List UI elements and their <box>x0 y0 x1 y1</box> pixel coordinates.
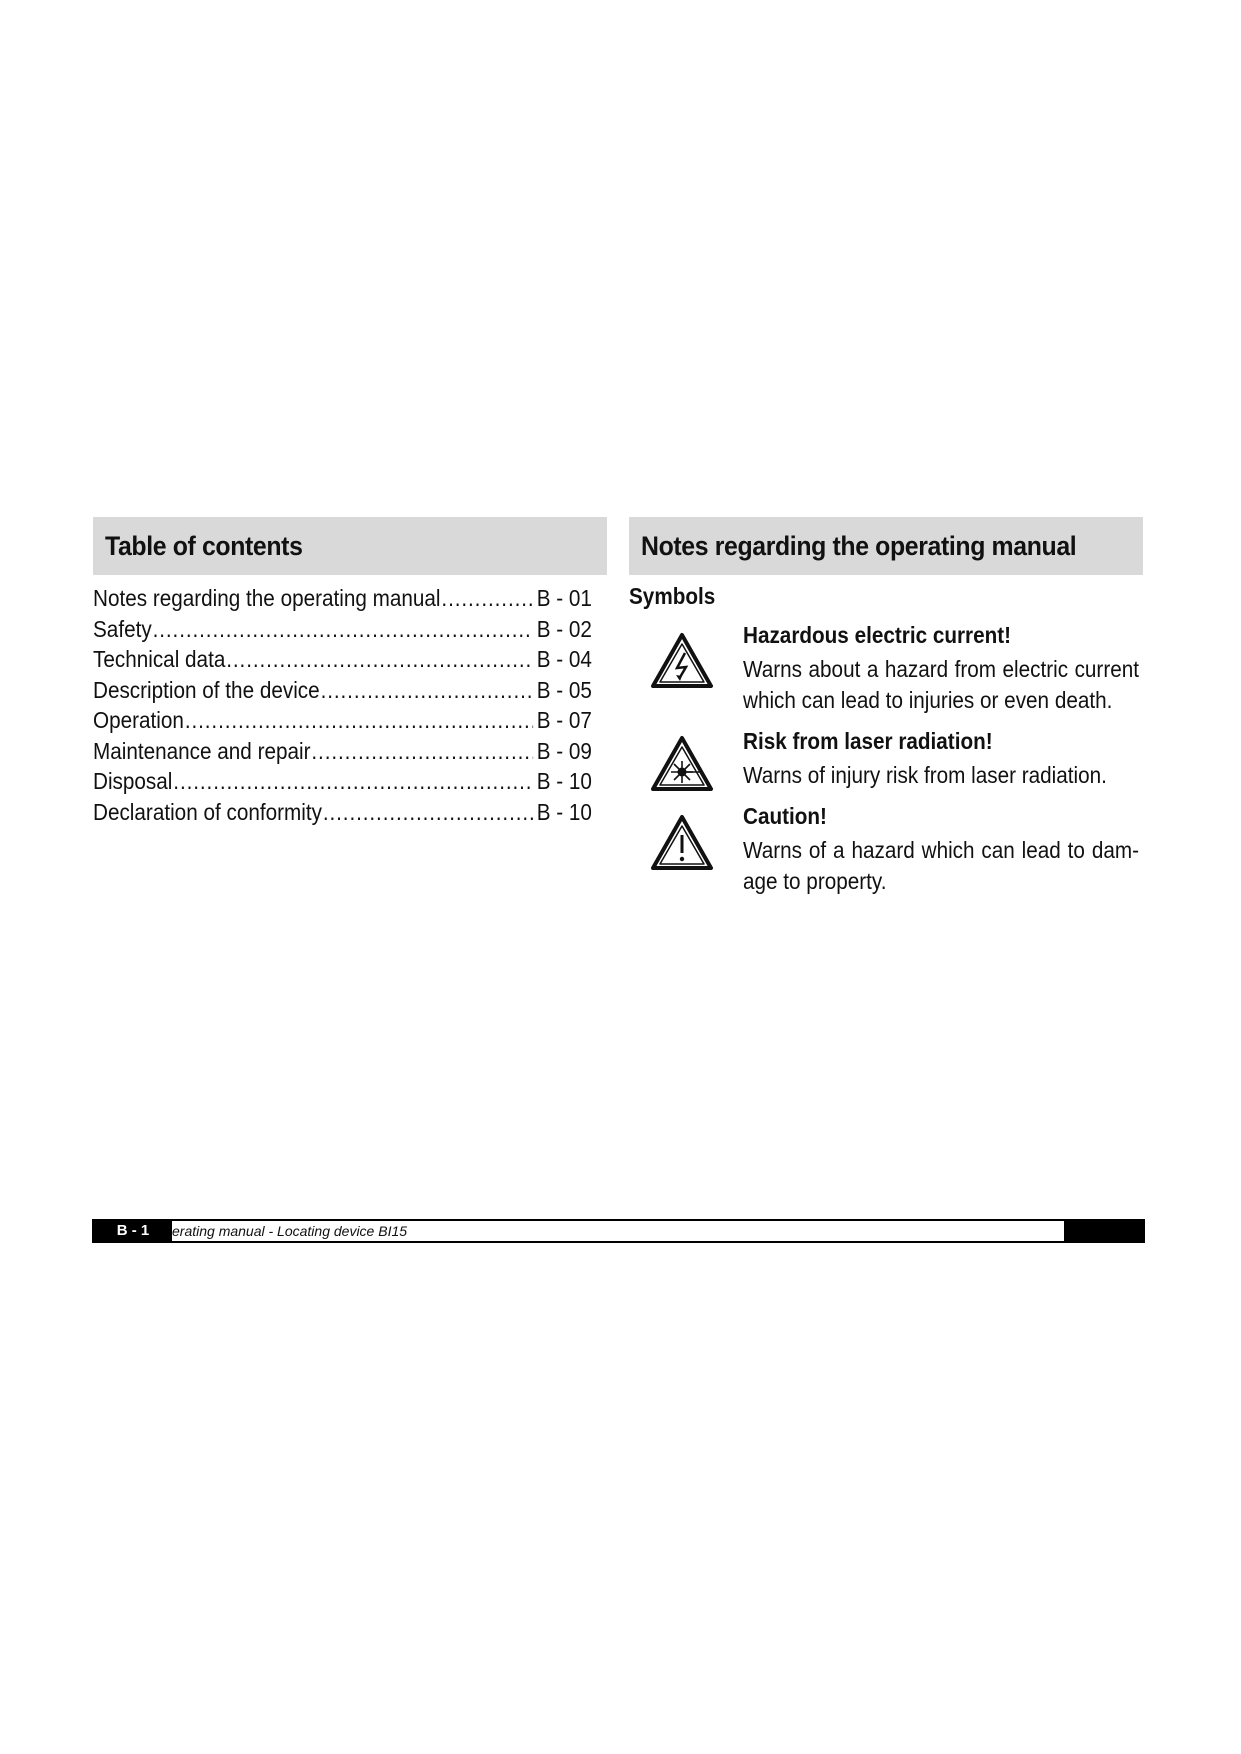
toc-entry-page: B - 09 <box>536 737 592 764</box>
toc-entry[interactable] <box>93 646 593 677</box>
toc-entry-title: Declaration of conformity <box>93 798 322 825</box>
toc-leader-dots <box>185 707 533 734</box>
toc-leader-dots <box>441 585 533 612</box>
footer-title-text: erating manual - Locating device BI15 <box>172 1223 408 1239</box>
laser-hazard-icon <box>649 734 715 794</box>
electric-hazard-icon <box>649 631 715 691</box>
toc-entry[interactable] <box>93 738 593 769</box>
toc-entry[interactable] <box>93 616 593 647</box>
toc-entry-title: Notes regarding the operating manual <box>93 585 441 611</box>
toc-leader-dots <box>226 646 533 673</box>
toc-leader-dots <box>173 768 533 795</box>
symbols-title: Symbols <box>629 583 716 609</box>
toc-entry[interactable] <box>93 799 593 830</box>
symbol-heading: Risk from laser radiation! <box>743 728 993 754</box>
toc-entry-title: Maintenance and repair <box>93 737 311 764</box>
symbol-text <box>743 801 1143 896</box>
toc-header <box>93 517 607 575</box>
toc-leader-dots <box>311 738 533 765</box>
notes-heading: Notes regarding the operating manual <box>641 530 1077 561</box>
toc-entry-page: B - 10 <box>536 798 592 825</box>
toc-entry[interactable] <box>93 585 593 616</box>
toc-list <box>93 585 613 829</box>
toc-entry-page: B - 10 <box>536 768 592 794</box>
symbol-description: Warns of a hazard which can lead to dam-age to property. <box>743 837 1139 894</box>
symbol-heading: Caution! <box>743 803 827 829</box>
toc-entry-title: Disposal <box>93 768 173 794</box>
symbol-text <box>743 620 1143 715</box>
footer-right-block <box>1064 1221 1143 1241</box>
toc-entry-page: B - 01 <box>536 585 592 611</box>
toc-entry-page: B - 07 <box>536 707 592 733</box>
toc-entry-title: Description of the device <box>93 676 320 703</box>
footer-title <box>172 1221 1060 1241</box>
footer-page-number: B - 1 <box>94 1221 172 1241</box>
toc-entry-title: Safety <box>93 615 152 642</box>
toc-leader-dots <box>323 799 533 826</box>
toc-entry-page: B - 04 <box>536 646 592 672</box>
toc-entry[interactable] <box>93 707 593 738</box>
toc-entry-page: B - 05 <box>536 676 592 703</box>
toc-entry[interactable] <box>93 768 593 799</box>
caution-icon <box>649 813 715 873</box>
symbol-text <box>743 726 1143 791</box>
symbol-description: Warns of injury risk from laser radiation. <box>743 762 1107 788</box>
toc-leader-dots <box>321 677 534 704</box>
notes-header <box>629 517 1143 575</box>
symbol-heading: Hazardous electric current! <box>743 622 1012 648</box>
toc-entry-title: Technical data <box>93 646 226 672</box>
toc-heading: Table of contents <box>105 530 303 561</box>
toc-entry-title: Operation <box>93 707 184 733</box>
page-footer <box>92 1219 1145 1243</box>
toc-entry[interactable] <box>93 677 593 708</box>
toc-leader-dots <box>153 616 534 643</box>
symbol-description: Warns about a hazard from electric current which can lead to injuries or even death. <box>743 656 1139 713</box>
toc-entry-page: B - 02 <box>536 615 592 642</box>
